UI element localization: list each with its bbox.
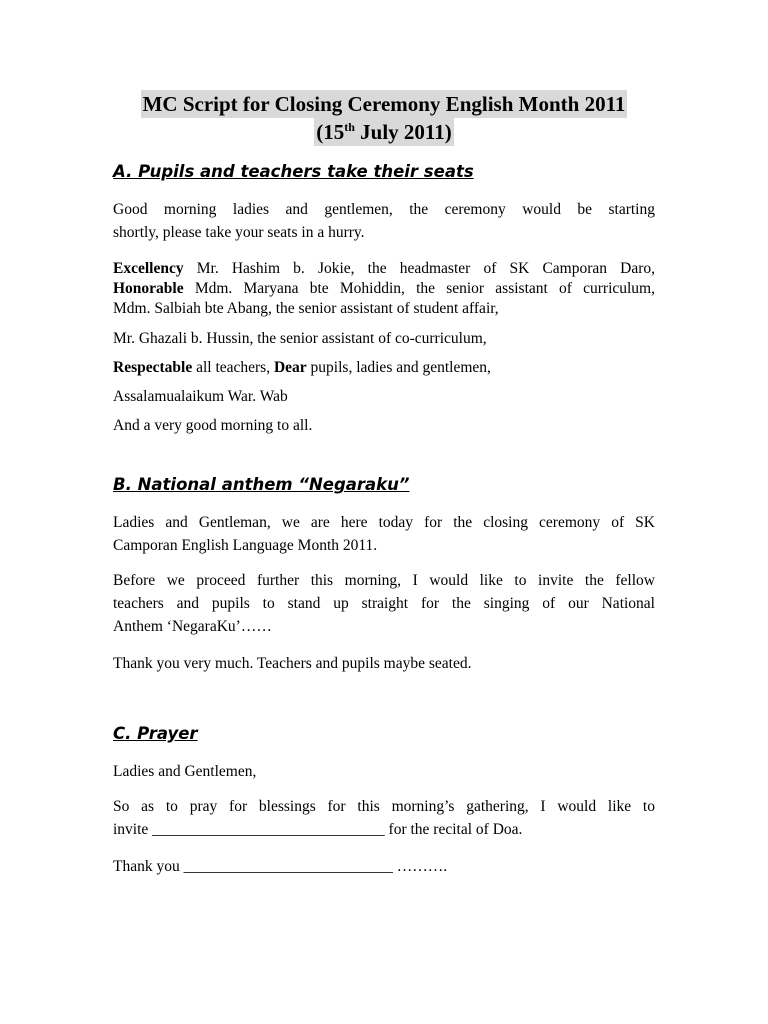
section-b-paragraph-1-line-1: Ladies and Gentleman, we are here today for the closing ceremony of SK xyxy=(113,514,655,531)
section-b-paragraph-2-line-1: Before we proceed further this morning, I would like to invite the fellow xyxy=(113,572,655,589)
section-a-paragraph-3: Mr. Ghazali b. Hussin, the senior assistant of co-curriculum, xyxy=(113,330,487,347)
section-c-paragraph-2 xyxy=(113,795,655,841)
section-c-paragraph-1: Ladies and Gentlemen, xyxy=(113,763,257,780)
dear-text: pupils, ladies and gentlemen, xyxy=(306,359,491,376)
section-a-paragraph-1-line-2: shortly, please take your seats in a hurry. xyxy=(113,224,365,241)
title-line-2 xyxy=(314,118,454,146)
title-date-superscript: th xyxy=(344,120,355,134)
section-c-paragraph-2-line-2: invite ______________________________ for the recital of Doa. xyxy=(113,821,523,838)
title-date-suffix: July 2011) xyxy=(354,120,452,144)
honorable-text: Mdm. Maryana bte Mohiddin, the senior assistant of curriculum, xyxy=(183,280,655,297)
section-c-paragraph-2-line-1: So as to pray for blessings for this morning’s gathering, I would like to xyxy=(113,798,655,815)
section-b-paragraph-2 xyxy=(113,569,655,638)
title-line-1: MC Script for Closing Ceremony English Month 2011 xyxy=(142,92,626,116)
section-a-paragraph-2 xyxy=(113,259,655,319)
section-a-paragraph-6: And a very good morning to all. xyxy=(113,417,313,434)
section-b-paragraph-2-line-3: Anthem ‘NegaraKu’…… xyxy=(113,618,272,635)
excellency-text: Mr. Hashim b. Jokie, the headmaster of SK Camporan Daro, xyxy=(183,260,655,277)
honorable-label: Honorable xyxy=(113,280,184,297)
section-b-paragraph-1 xyxy=(113,511,655,557)
greeting-excellency-line xyxy=(113,259,655,279)
respectable-text: all teachers, xyxy=(192,359,274,376)
section-b-heading: B. National anthem “Negaraku” xyxy=(113,475,410,494)
title-date-prefix: (15 xyxy=(316,120,345,144)
greeting-honorable-line xyxy=(113,279,655,299)
section-b-paragraph-3: Thank you very much. Teachers and pupils maybe seated. xyxy=(113,655,472,672)
section-a-paragraph-4 xyxy=(113,356,655,379)
section-c-paragraph-3: Thank you ___________________________ ………. xyxy=(113,858,448,875)
respectable-label: Respectable xyxy=(113,359,193,376)
section-c-heading: C. Prayer xyxy=(113,724,198,743)
section-a-paragraph-1-line-1: Good morning ladies and gentlemen, the ceremony would be starting xyxy=(113,201,655,218)
section-a-paragraph-5: Assalamualaikum War. Wab xyxy=(113,388,288,405)
document-title xyxy=(0,90,768,146)
section-b-paragraph-1-line-2: Camporan English Language Month 2011. xyxy=(113,537,378,554)
section-a-paragraph-1 xyxy=(113,198,655,244)
greeting-student-affair-line: Mdm. Salbiah bte Abang, the senior assistant of student affair, xyxy=(113,300,499,317)
section-a-heading: A. Pupils and teachers take their seats xyxy=(113,162,474,181)
dear-label: Dear xyxy=(273,359,307,376)
section-b-paragraph-2-line-2: teachers and pupils to stand up straight for the singing of our National xyxy=(113,595,655,612)
excellency-label: Excellency xyxy=(113,260,184,277)
